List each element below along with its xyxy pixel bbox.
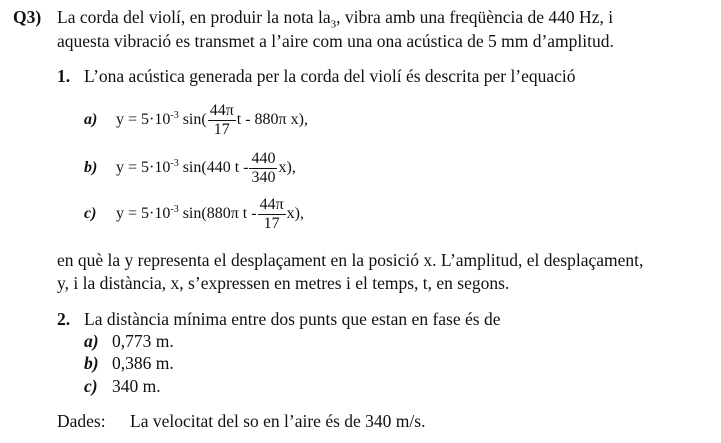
option-b-fraction <box>249 150 277 187</box>
option-b-numerator: 440 <box>251 150 276 167</box>
option-a-denominator: 17 <box>213 121 230 138</box>
option-b-prefix: y = 5·10 <box>116 159 171 177</box>
option-b-exponent: -3 <box>170 157 179 169</box>
answer-option-c <box>84 376 161 397</box>
option-a-numerator: 44π <box>209 102 234 119</box>
option-c-fraction <box>258 196 286 233</box>
question-line-1-end: , vibra amb una freqüència de 440 Hz, i <box>336 7 614 27</box>
option-c-exponent: -3 <box>170 203 179 215</box>
question-line-1-text: La corda del violí, en produir la nota la <box>57 7 331 27</box>
equation-option-a <box>84 102 308 139</box>
equation-option-b <box>84 150 296 187</box>
equation-option-c <box>84 196 304 233</box>
note-subscript: 3 <box>330 18 337 31</box>
part-1-description-line-2: y, i la distància, x, s’expressen en metres i el temps, t, en segons. <box>57 273 510 293</box>
answer-option-a <box>84 331 174 352</box>
answer-c-label: c) <box>84 376 98 396</box>
part-1-description-line-1: en què la y representa el desplaçament en la posició x. L’amplitud, el desplaçament, <box>57 250 644 270</box>
option-a-exponent: -3 <box>170 109 179 121</box>
answer-b-value: 0,386 m. <box>112 353 174 373</box>
answer-c-value: 340 m. <box>112 376 161 396</box>
option-b-rest: x), <box>278 159 296 177</box>
part-2-number: 2. <box>57 309 71 329</box>
answer-option-b <box>84 353 174 374</box>
option-c-label: c) <box>84 205 97 223</box>
option-a-label: a) <box>84 111 98 129</box>
dades-label: Dades: <box>57 411 106 431</box>
question-number: Q3) <box>13 7 42 27</box>
answer-b-label: b) <box>84 353 99 373</box>
dades-text: La velocitat del so en l’aire és de 340 m/s. <box>130 411 426 431</box>
option-a-rest: t - 880π x), <box>236 111 308 129</box>
option-a-function: sin( <box>182 111 207 129</box>
part-1-text: L’ona acústica generada per la corda del violí és descrita per l’equació <box>84 66 576 86</box>
option-c-rest: x), <box>286 205 304 223</box>
option-c-denominator: 17 <box>263 215 280 232</box>
option-a-fraction <box>208 102 236 139</box>
part-1-number: 1. <box>57 66 71 86</box>
part-2-text: La distància mínima entre dos punts que estan en fase és de <box>84 309 501 329</box>
option-b-function: sin(440 t - <box>182 159 249 177</box>
answer-a-value: 0,773 m. <box>112 331 174 351</box>
question-line-1 <box>57 7 613 31</box>
option-a-prefix: y = 5·10 <box>116 111 171 129</box>
option-b-denominator: 340 <box>251 169 276 186</box>
option-c-function: sin(880π t - <box>182 205 257 223</box>
option-b-label: b) <box>84 159 98 177</box>
option-c-numerator: 44π <box>259 196 284 213</box>
question-line-2: aquesta vibració es transmet a l’aire com una ona acústica de 5 mm d’amplitud. <box>57 31 614 51</box>
option-c-prefix: y = 5·10 <box>116 205 171 223</box>
answer-a-label: a) <box>84 331 99 351</box>
